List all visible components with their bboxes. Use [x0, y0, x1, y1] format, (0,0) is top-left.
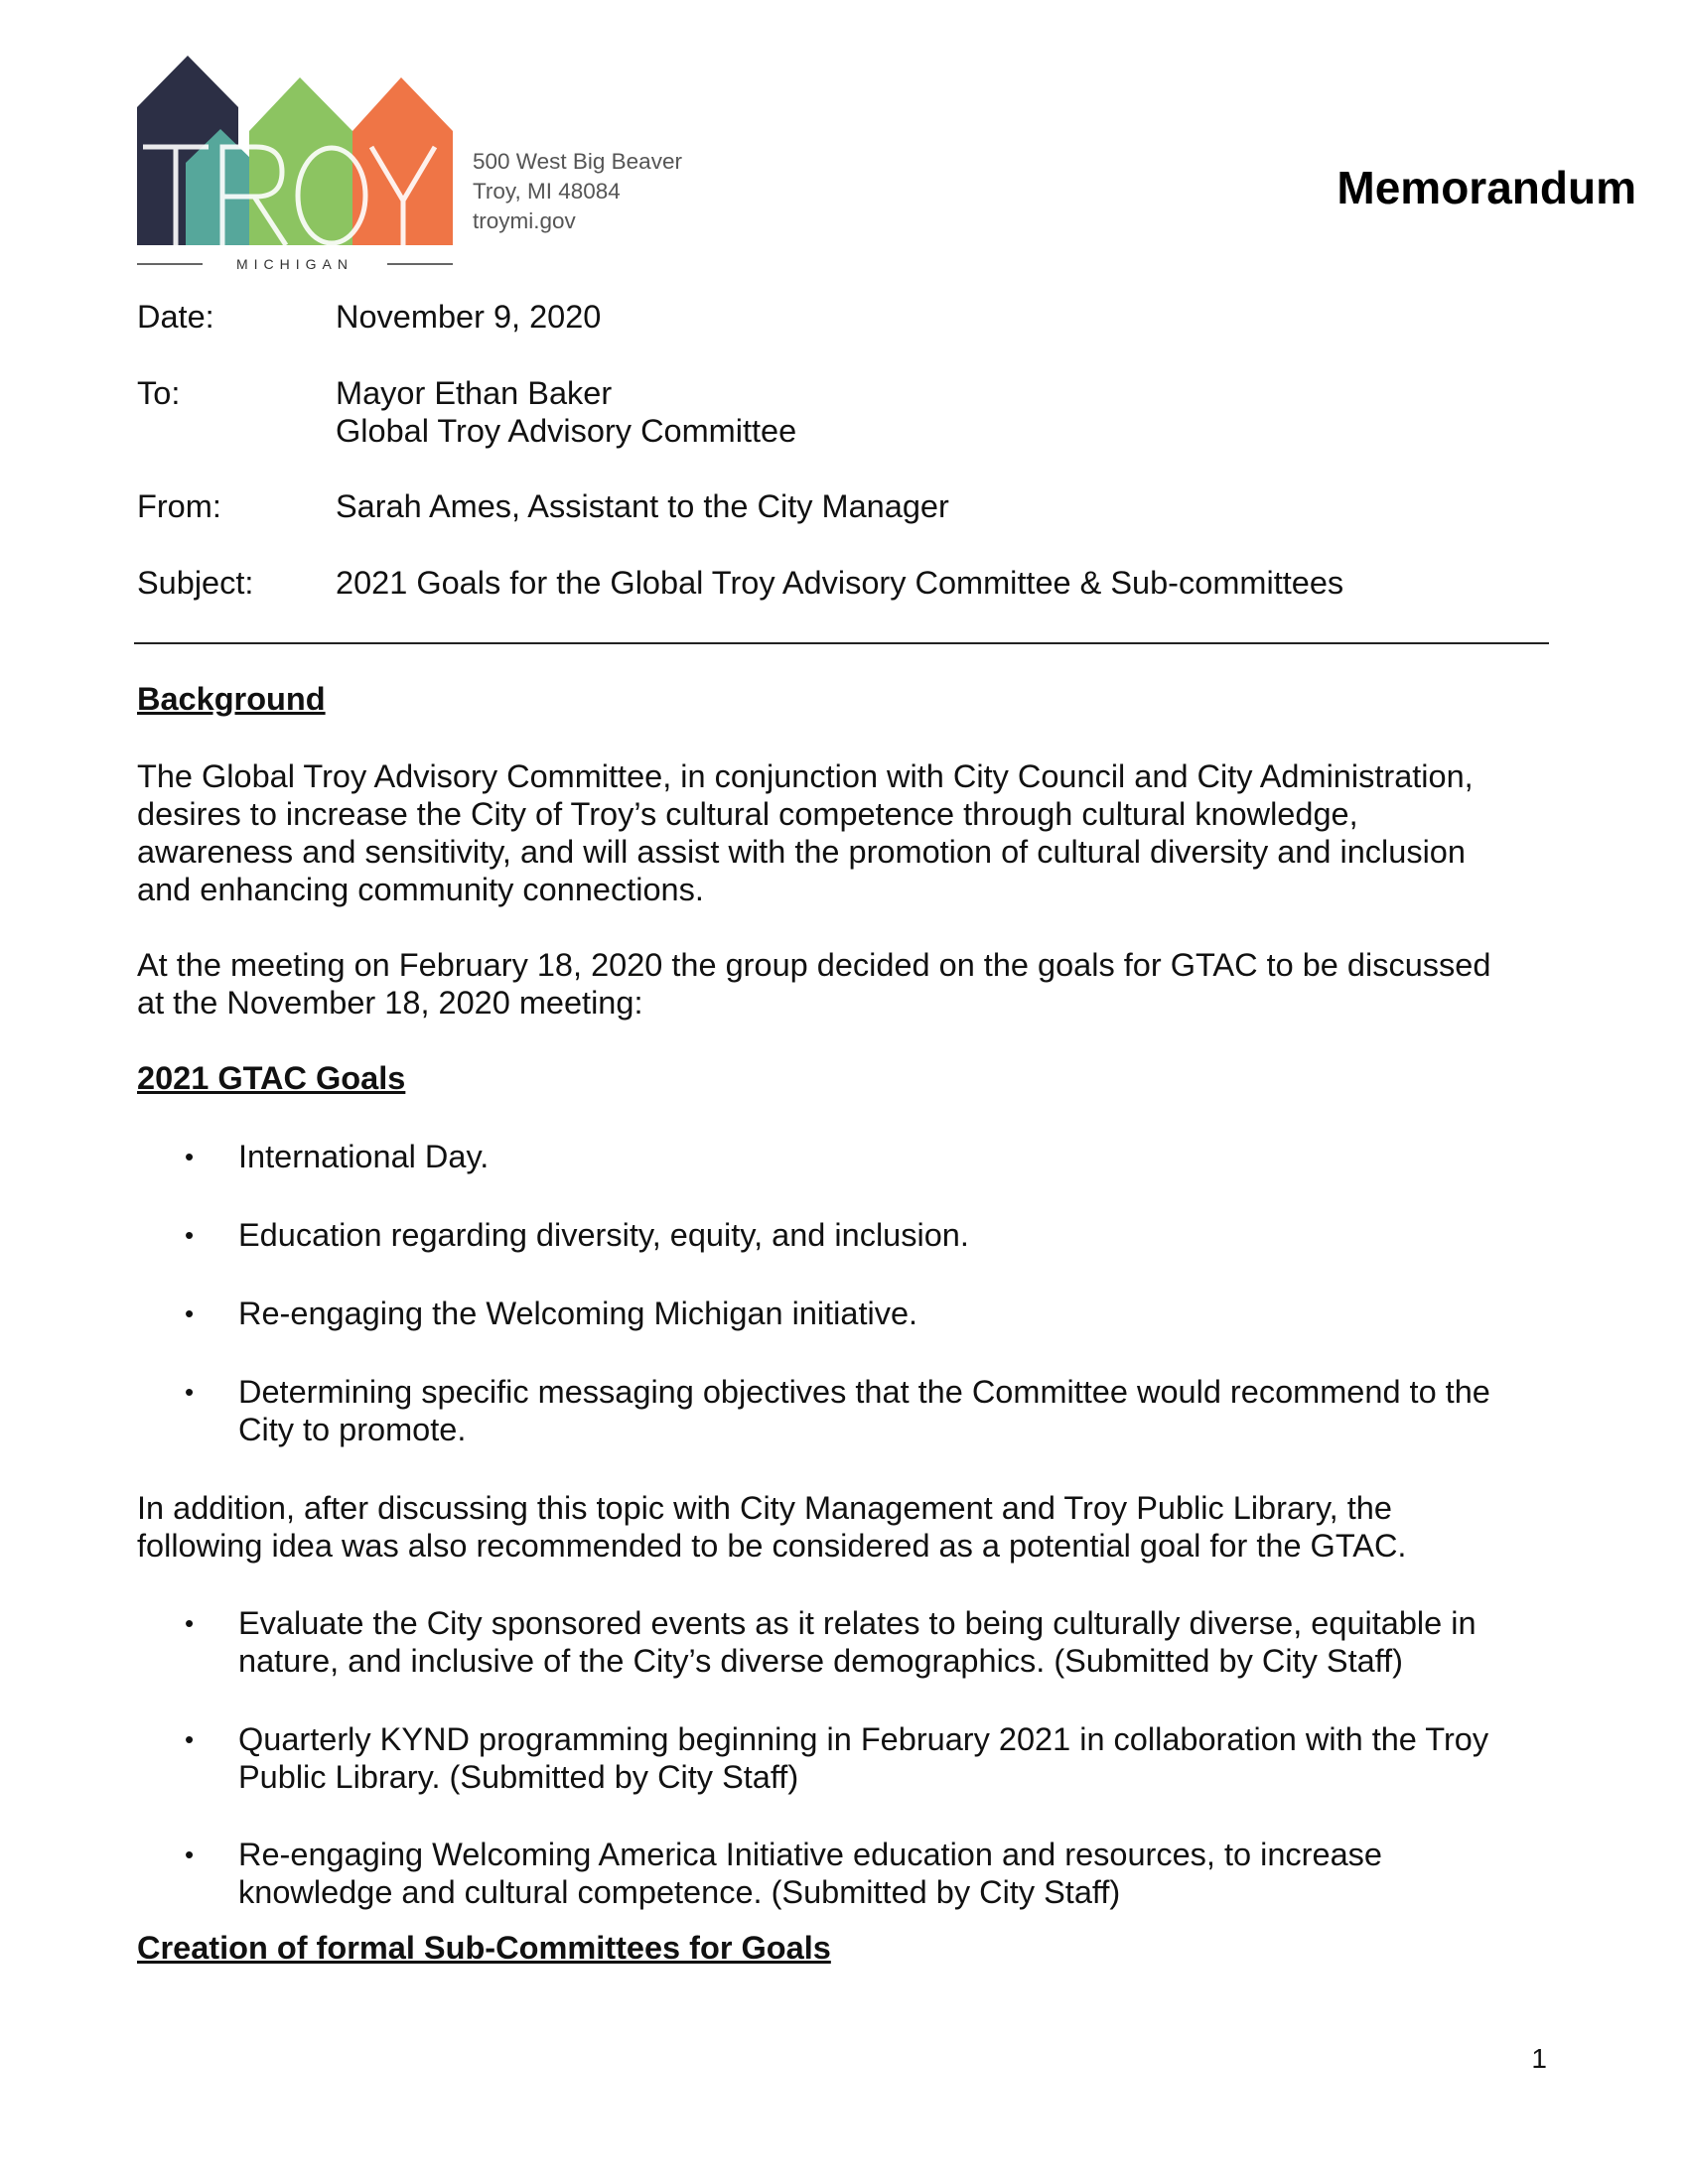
paragraph-line: In addition, after discussing this topic with City Management and Troy Public Library, the	[137, 1490, 1392, 1526]
list-item-text: Re-engaging Welcoming America Initiative education and resources, to increase	[238, 1837, 1382, 1872]
background-heading: Background	[137, 681, 326, 717]
list-item-text: Quarterly KYND programming beginning in February 2021 in collaboration with the Troy	[238, 1721, 1489, 1757]
subject-value: 2021 Goals for the Global Troy Advisory Committee & Sub-committees	[336, 565, 1344, 601]
background-paragraph	[137, 757, 1567, 908]
letterhead-address	[473, 147, 682, 236]
troy-michigan-logo	[137, 56, 453, 272]
to-recipient-2: Global Troy Advisory Committee	[336, 413, 797, 449]
paragraph-line: At the meeting on February 18, 2020 the group decided on the goals for GTAC to be discussed	[137, 947, 1491, 983]
page-number: 1	[1531, 2043, 1547, 2074]
logo-state-text: MICHIGAN	[236, 256, 353, 272]
date-label: Date:	[137, 299, 214, 335]
address-city: Troy, MI 48084	[473, 179, 621, 204]
date-value: November 9, 2020	[336, 299, 602, 335]
bullet-icon: •	[185, 1608, 195, 1638]
paragraph-line: at the November 18, 2020 meeting:	[137, 985, 643, 1021]
paragraph-line: following idea was also recommended to be considered as a potential goal for the GTAC.	[137, 1528, 1407, 1564]
from-label: From:	[137, 488, 221, 524]
list-item-text: Evaluate the City sponsored events as it relates to being culturally diverse, equitable in	[238, 1605, 1477, 1641]
paragraph-line: and enhancing community connections.	[137, 872, 704, 907]
to-label: To:	[137, 375, 181, 411]
list-item-text: City to promote.	[238, 1412, 467, 1447]
bullet-icon: •	[185, 1377, 195, 1407]
list-item-text: knowledge and cultural competence. (Submitted by City Staff)	[238, 1874, 1121, 1910]
subcommittees-heading: Creation of formal Sub-Committees for Goals	[137, 1930, 831, 1966]
subject-label: Subject:	[137, 565, 254, 601]
list-item-text: Public Library. (Submitted by City Staff)	[238, 1759, 799, 1795]
paragraph-line: The Global Troy Advisory Committee, in conjunction with City Council and City Administration,	[137, 758, 1474, 794]
bullet-icon: •	[185, 1840, 195, 1869]
paragraph-line: awareness and sensitivity, and will assist with the promotion of cultural diversity and inclusion	[137, 834, 1466, 870]
bullet-icon: •	[185, 1298, 195, 1328]
document-type-title: Memorandum	[1336, 162, 1636, 213]
bullet-icon: •	[185, 1724, 195, 1754]
from-value: Sarah Ames, Assistant to the City Manager	[336, 488, 949, 524]
to-recipient-1: Mayor Ethan Baker	[336, 375, 613, 411]
list-item-text: International Day.	[238, 1139, 490, 1174]
paragraph-line: desires to increase the City of Troy’s cultural competence through cultural knowledge,	[137, 796, 1358, 832]
address-street: 500 West Big Beaver	[473, 149, 682, 174]
list-item-text: Re-engaging the Welcoming Michigan initiative.	[238, 1296, 918, 1331]
goals-heading: 2021 GTAC Goals	[137, 1060, 406, 1096]
list-item-text: nature, and inclusive of the City’s diverse demographics. (Submitted by City Staff)	[238, 1643, 1403, 1679]
address-website: troymi.gov	[473, 208, 576, 233]
list-item-text: Education regarding diversity, equity, and inclusion.	[238, 1217, 969, 1253]
bullet-icon: •	[185, 1142, 195, 1171]
list-item-text: Determining specific messaging objectives that the Committee would recommend to the	[238, 1374, 1490, 1410]
addition-paragraph	[137, 1489, 1567, 1565]
meeting-paragraph	[137, 946, 1567, 1022]
bullet-icon: •	[185, 1220, 195, 1250]
header-divider	[134, 642, 1549, 644]
